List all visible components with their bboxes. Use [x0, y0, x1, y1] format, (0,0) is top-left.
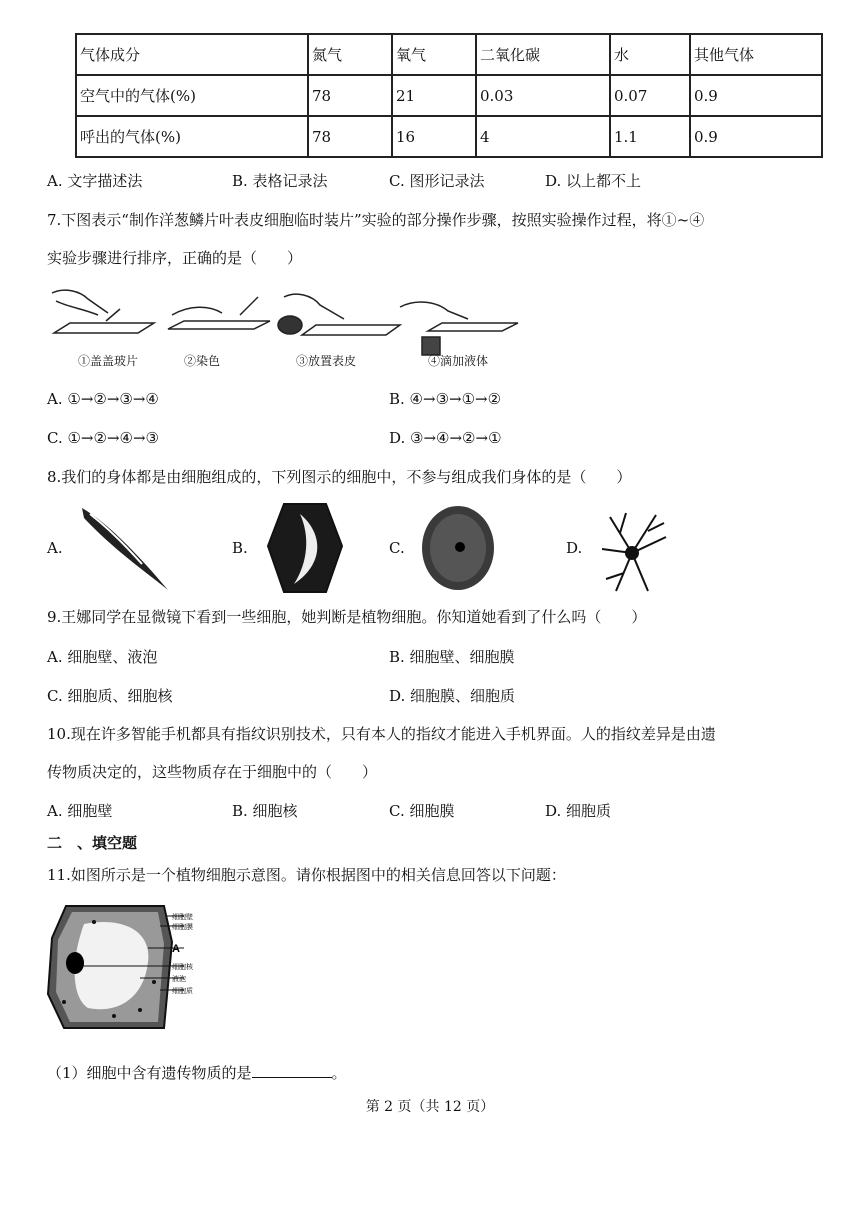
- table-cell: 0.9: [690, 75, 822, 116]
- diagram-label-nucleus: 细胞核: [172, 964, 193, 971]
- q9-option-b: B. 细胞壁、细胞膜: [389, 648, 515, 666]
- q9-option-a: A. 细胞壁、液泡: [47, 648, 158, 666]
- table-cell: 78: [308, 75, 392, 116]
- table-cell: 0.03: [476, 75, 610, 116]
- q10-option-c: C. 细胞膜: [389, 802, 455, 820]
- q11-sub1-end: 。: [331, 1064, 347, 1082]
- q10-option-b: B. 细胞核: [232, 802, 298, 820]
- q7-stem-line1: 7.下图表示“制作洋葱鳞片叶表皮细胞临时装片”实验的部分操作步骤，按照实验操作过程，将①~④: [47, 211, 705, 229]
- table-row: [76, 75, 822, 116]
- plant-cell-image: [264, 498, 346, 598]
- q10-stem-line1: 10.现在许多智能手机都具有指纹识别技术，只有本人的指纹才能进入手机界面。人的指纹差异是由遗: [47, 725, 716, 743]
- q6-option-b: B. 表格记录法: [232, 172, 328, 190]
- q9-option-c: C. 细胞质、细胞核: [47, 687, 173, 705]
- q7-figure-label-4: ④滴加液体: [428, 354, 489, 368]
- q11-sub1-text: （1）细胞中含有遗传物质的是: [47, 1064, 252, 1082]
- table-cell: 1.1: [610, 116, 690, 157]
- table-cell: 0.9: [690, 116, 822, 157]
- q10-option-d: D. 细胞质: [545, 802, 612, 820]
- q8-option-c: C.: [389, 539, 405, 557]
- table-cell: 呼出的气体(%): [76, 116, 308, 157]
- q8-option-d: D.: [566, 539, 583, 557]
- neuron-image: [596, 507, 672, 595]
- plant-cell-diagram: [44, 902, 204, 1032]
- q6-option-d: D. 以上都不上: [545, 172, 642, 190]
- table-cell: 0.07: [610, 75, 690, 116]
- q8-option-b: B.: [232, 539, 248, 557]
- q10-option-a: A. 细胞壁: [47, 802, 113, 820]
- diagram-label-vacuole: 液泡: [172, 976, 186, 983]
- q7-stem-line2: 实验步骤进行排序，正确的是（ ）: [47, 249, 303, 267]
- table-cell: 空气中的气体(%): [76, 75, 308, 116]
- q9-stem: 9.王娜同学在显微镜下看到一些细胞，她判断是植物细胞。你知道她看到了什么吗（ ）: [47, 608, 647, 626]
- q7-option-d: D. ③→④→②→①: [389, 429, 502, 447]
- table-row: [76, 116, 822, 157]
- table-cell: 氮气: [308, 34, 392, 75]
- q8-option-a: A.: [47, 539, 63, 557]
- q9-option-d: D. 细胞膜、细胞质: [389, 687, 516, 705]
- table-cell: 16: [392, 116, 476, 157]
- round-cell-image: [418, 503, 498, 593]
- gas-composition-table: [75, 33, 823, 158]
- q6-option-c: C. 图形记录法: [389, 172, 485, 190]
- table-cell: 气体成分: [76, 34, 308, 75]
- section-title: 二 、填空题: [47, 834, 138, 852]
- page-footer: 第 2 页（共 12 页）: [365, 1099, 495, 1115]
- muscle-cell-image: [76, 502, 172, 594]
- table-cell: 78: [308, 116, 392, 157]
- table-cell: 氧气: [392, 34, 476, 75]
- q7-figure-label-3: ③放置表皮: [296, 354, 357, 368]
- table-cell: 其他气体: [690, 34, 822, 75]
- answer-blank[interactable]: [252, 1063, 332, 1078]
- table-cell: 4: [476, 116, 610, 157]
- q11-sub1: [47, 1063, 347, 1081]
- diagram-label-a: A: [172, 943, 180, 955]
- q7-procedure-figure: [44, 285, 524, 371]
- q7-figure-label-1: ①盖盖玻片: [78, 354, 139, 368]
- q10-stem-line2: 传物质决定的，这些物质存在于细胞中的（ ）: [47, 763, 378, 781]
- diagram-label-cytoplasm: 细胞质: [172, 988, 193, 995]
- q8-stem: 8.我们的身体都是由细胞组成的，下列图示的细胞中，不参与组成我们身体的是（ ）: [47, 468, 632, 486]
- diagram-label-cell-wall: 细胞壁: [172, 914, 193, 921]
- diagram-label-cell-membrane: 细胞膜: [172, 924, 193, 931]
- table-cell: 二氧化碳: [476, 34, 610, 75]
- q11-stem: 11.如图所示是一个植物细胞示意图。请你根据图中的相关信息回答以下问题：: [47, 866, 566, 884]
- q7-figure-label-2: ②染色: [184, 354, 221, 368]
- q7-option-a: A. ①→②→③→④: [47, 390, 159, 408]
- table-header-row: [76, 34, 822, 75]
- q7-option-c: C. ①→②→④→③: [47, 429, 159, 447]
- table-cell: 水: [610, 34, 690, 75]
- q6-option-a: A. 文字描述法: [47, 172, 143, 190]
- table-cell: 21: [392, 75, 476, 116]
- q7-option-b: B. ④→③→①→②: [389, 390, 502, 408]
